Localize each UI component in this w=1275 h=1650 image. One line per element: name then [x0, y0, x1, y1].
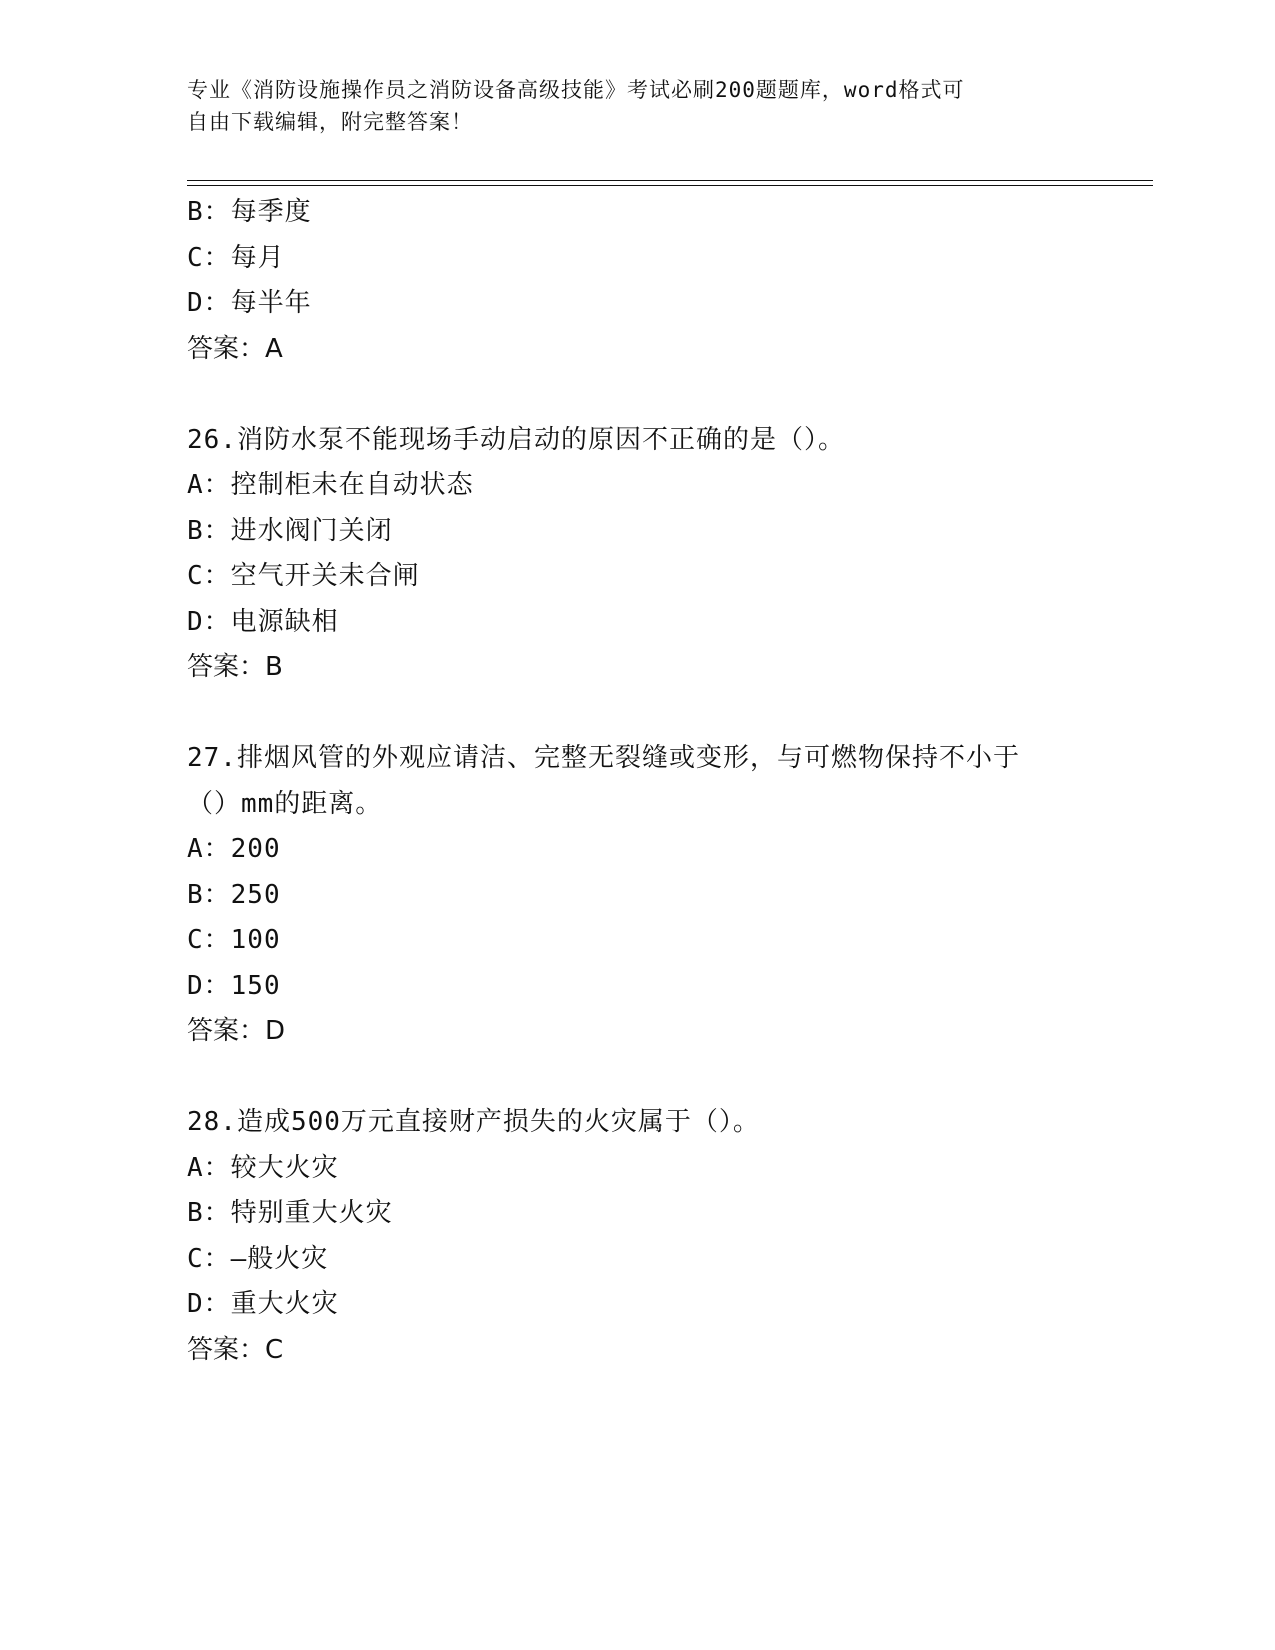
question-stem: 27.排烟风管的外观应请洁、完整无裂缝或变形，与可燃物保持不小于: [187, 743, 1020, 773]
question-26: [187, 418, 1153, 691]
answer-line: 答案：B: [187, 652, 283, 682]
answer-line: 答案：D: [187, 1016, 286, 1046]
question-list: [187, 190, 1153, 1373]
option-b: B：进水阀门关闭: [187, 515, 393, 546]
question-stem: 28.造成500万元直接财产损失的火灾属于（）。: [187, 1107, 760, 1137]
option-c: C：—般火灾: [187, 1243, 329, 1274]
document-header: [187, 74, 1087, 138]
option-a: A：控制柜未在自动状态: [187, 470, 474, 500]
option-a: A：200: [187, 834, 281, 864]
spacer: [187, 1055, 1153, 1101]
question-stem: 26.消防水泵不能现场手动启动的原因不正确的是（）。: [187, 424, 845, 455]
option-c: C：每月: [187, 242, 285, 273]
question-stem-continued: （）mm的距离。: [187, 788, 383, 819]
option-b: B：每季度: [187, 197, 312, 227]
option-b: B：特别重大火灾: [187, 1198, 393, 1228]
option-b: B：250: [187, 879, 281, 910]
option-d: D：150: [187, 970, 281, 1001]
option-d: D：每半年: [187, 288, 312, 318]
question-28: [187, 1100, 1153, 1373]
header-line-2: 自由下载编辑，附完整答案！: [187, 110, 473, 134]
header-divider-bottom: [187, 185, 1153, 186]
option-a: A：较大火灾: [187, 1152, 339, 1183]
question-27: [187, 736, 1153, 1055]
spacer: [187, 372, 1153, 418]
answer-line: 答案：C: [187, 1334, 284, 1365]
prev-question-block: [187, 190, 1153, 372]
option-c: C：100: [187, 925, 281, 955]
option-c: C：空气开关未合闸: [187, 561, 420, 591]
option-d: D：重大火灾: [187, 1289, 339, 1319]
option-d: D：电源缺相: [187, 606, 339, 637]
header-divider-top: [187, 180, 1153, 181]
spacer: [187, 691, 1153, 737]
header-line-1: 专业《消防设施操作员之消防设备高级技能》考试必刷200题题库，word格式可: [187, 78, 965, 102]
answer-line: 答案：A: [187, 333, 283, 364]
